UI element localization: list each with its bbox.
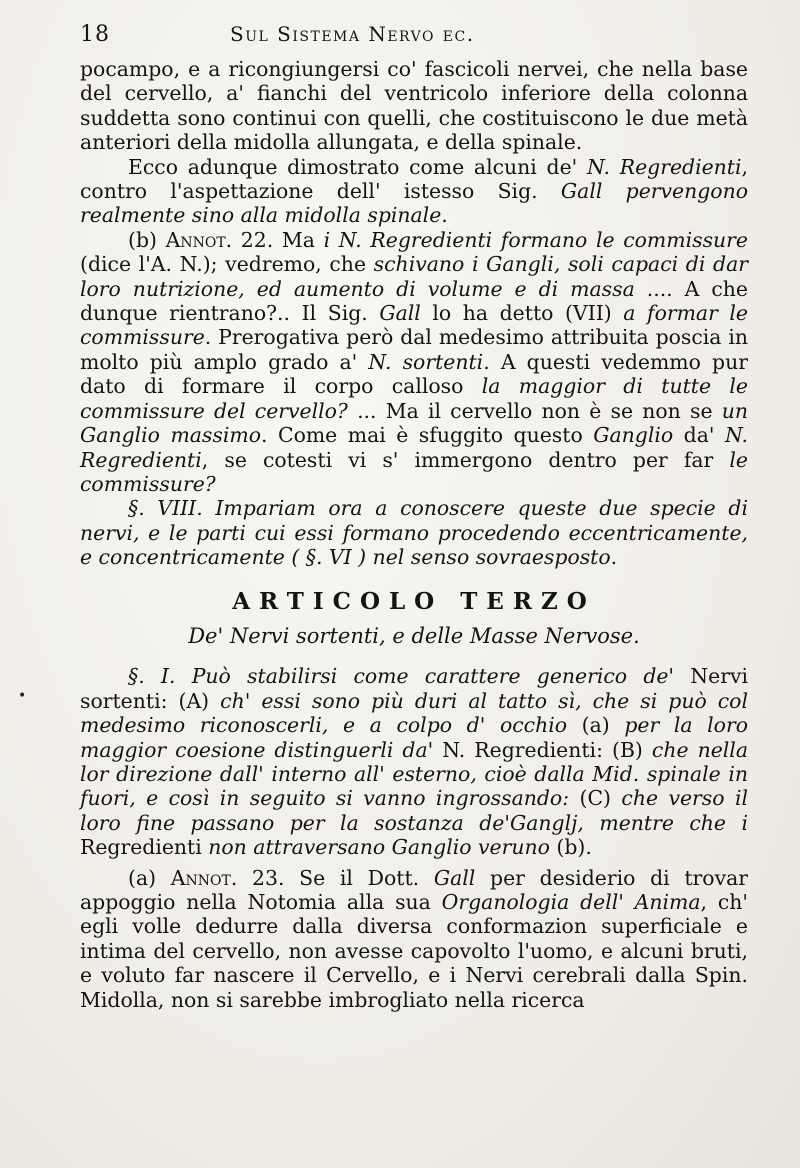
paragraph-ecco: Ecco adunque dimostrato come alcuni de' N. Regredienti, contro l'aspettazione dell' istesso Sig. Gall pervengono realmente sino alla midolla spinale. [80,154,749,228]
paragraph-section-i: §. I. Può stabilirsi come carattere generico de' Nervi sortenti: (A) ch' essi sono più duri al tatto sì, che si può col medesimo riconoscerli, e a colpo d' occhio (a) per la loro maggior coesione distinguerli da' N. Regredienti: (B) che nella lor direzione dall' interno all' esterno, cioè dalla Mid. spinale in fuori, e così in seguito si vanno ingrossando: (C) che verso il loro fine passano per la sostanza de'Ganglj, mentre che i Regredienti non attraversano Ganglio veruno (b). [80,664,748,860]
article-subtitle: De' Nervi sortenti, e delle Masse Nervose. [188,623,640,648]
page-header [80,22,748,47]
paragraph-continuation: pocampo, e a ricongiungersi co' fascicoli nervei, che nella base del cervello, a' fianchi del ventricolo inferiore della colonna suddetta sono continui con quelli, che costituiscono le due metà anteriori della midolla allungata, e della spinale. [80,57,748,155]
paragraph-annot-23: (a) Annot. 23. Se il Dott. Gall per desiderio di trovar appoggio nella Notomia alla sua Organologia dell' Anima, ch' egli volle dedurre dalla diversa conformazion superficiale e intima del cervello, non avesse capovolto l'uomo, e alcuni bruti, e voluto far nascere il Cervello, e i Nervi cerebrali dalla Spin. Midolla, non si sarebbe imbrogliato nella ricerca [80,865,748,1012]
margin-mark: • [18,688,27,704]
page-number: 18 [80,22,110,47]
paragraph-section-viii: §. VIII. Impariam ora a conoscere queste due specie di nervi, e le parti cui essi formano procedendo eccentricamente, e concentricamente ( §. VI ) nel senso sovraesposto. [80,496,748,570]
page-body [80,57,748,1012]
paragraph-annot-22: (b) Annot. 22. Ma i N. Regredienti formano le commissure (dice l'A. N.); vedremo, che schivano i Gangli, soli capaci di dar loro nutrizione, ed aumento di volume e di massa .... A che dunque rientrano?.. Il Sig. Gall lo ha detto (VII) a formar le commissure. Prerogativa però dal medesimo attribuita poscia in molto più amplo grado a' N. sortenti. A questi vedemmo pur dato di formare il corpo calloso la maggior di tutte le commissure del cervello? ... Ma il cervello non è se non se un Ganglio massimo. Come mai è sfuggito questo Ganglio da' N. Regredienti, se cotesti vi s' immergono dentro per far le commissure? [80,227,748,496]
running-title: Sul Sistema Nervo ec. [230,22,475,46]
article-title: ARTICOLO TERZO [232,587,596,615]
